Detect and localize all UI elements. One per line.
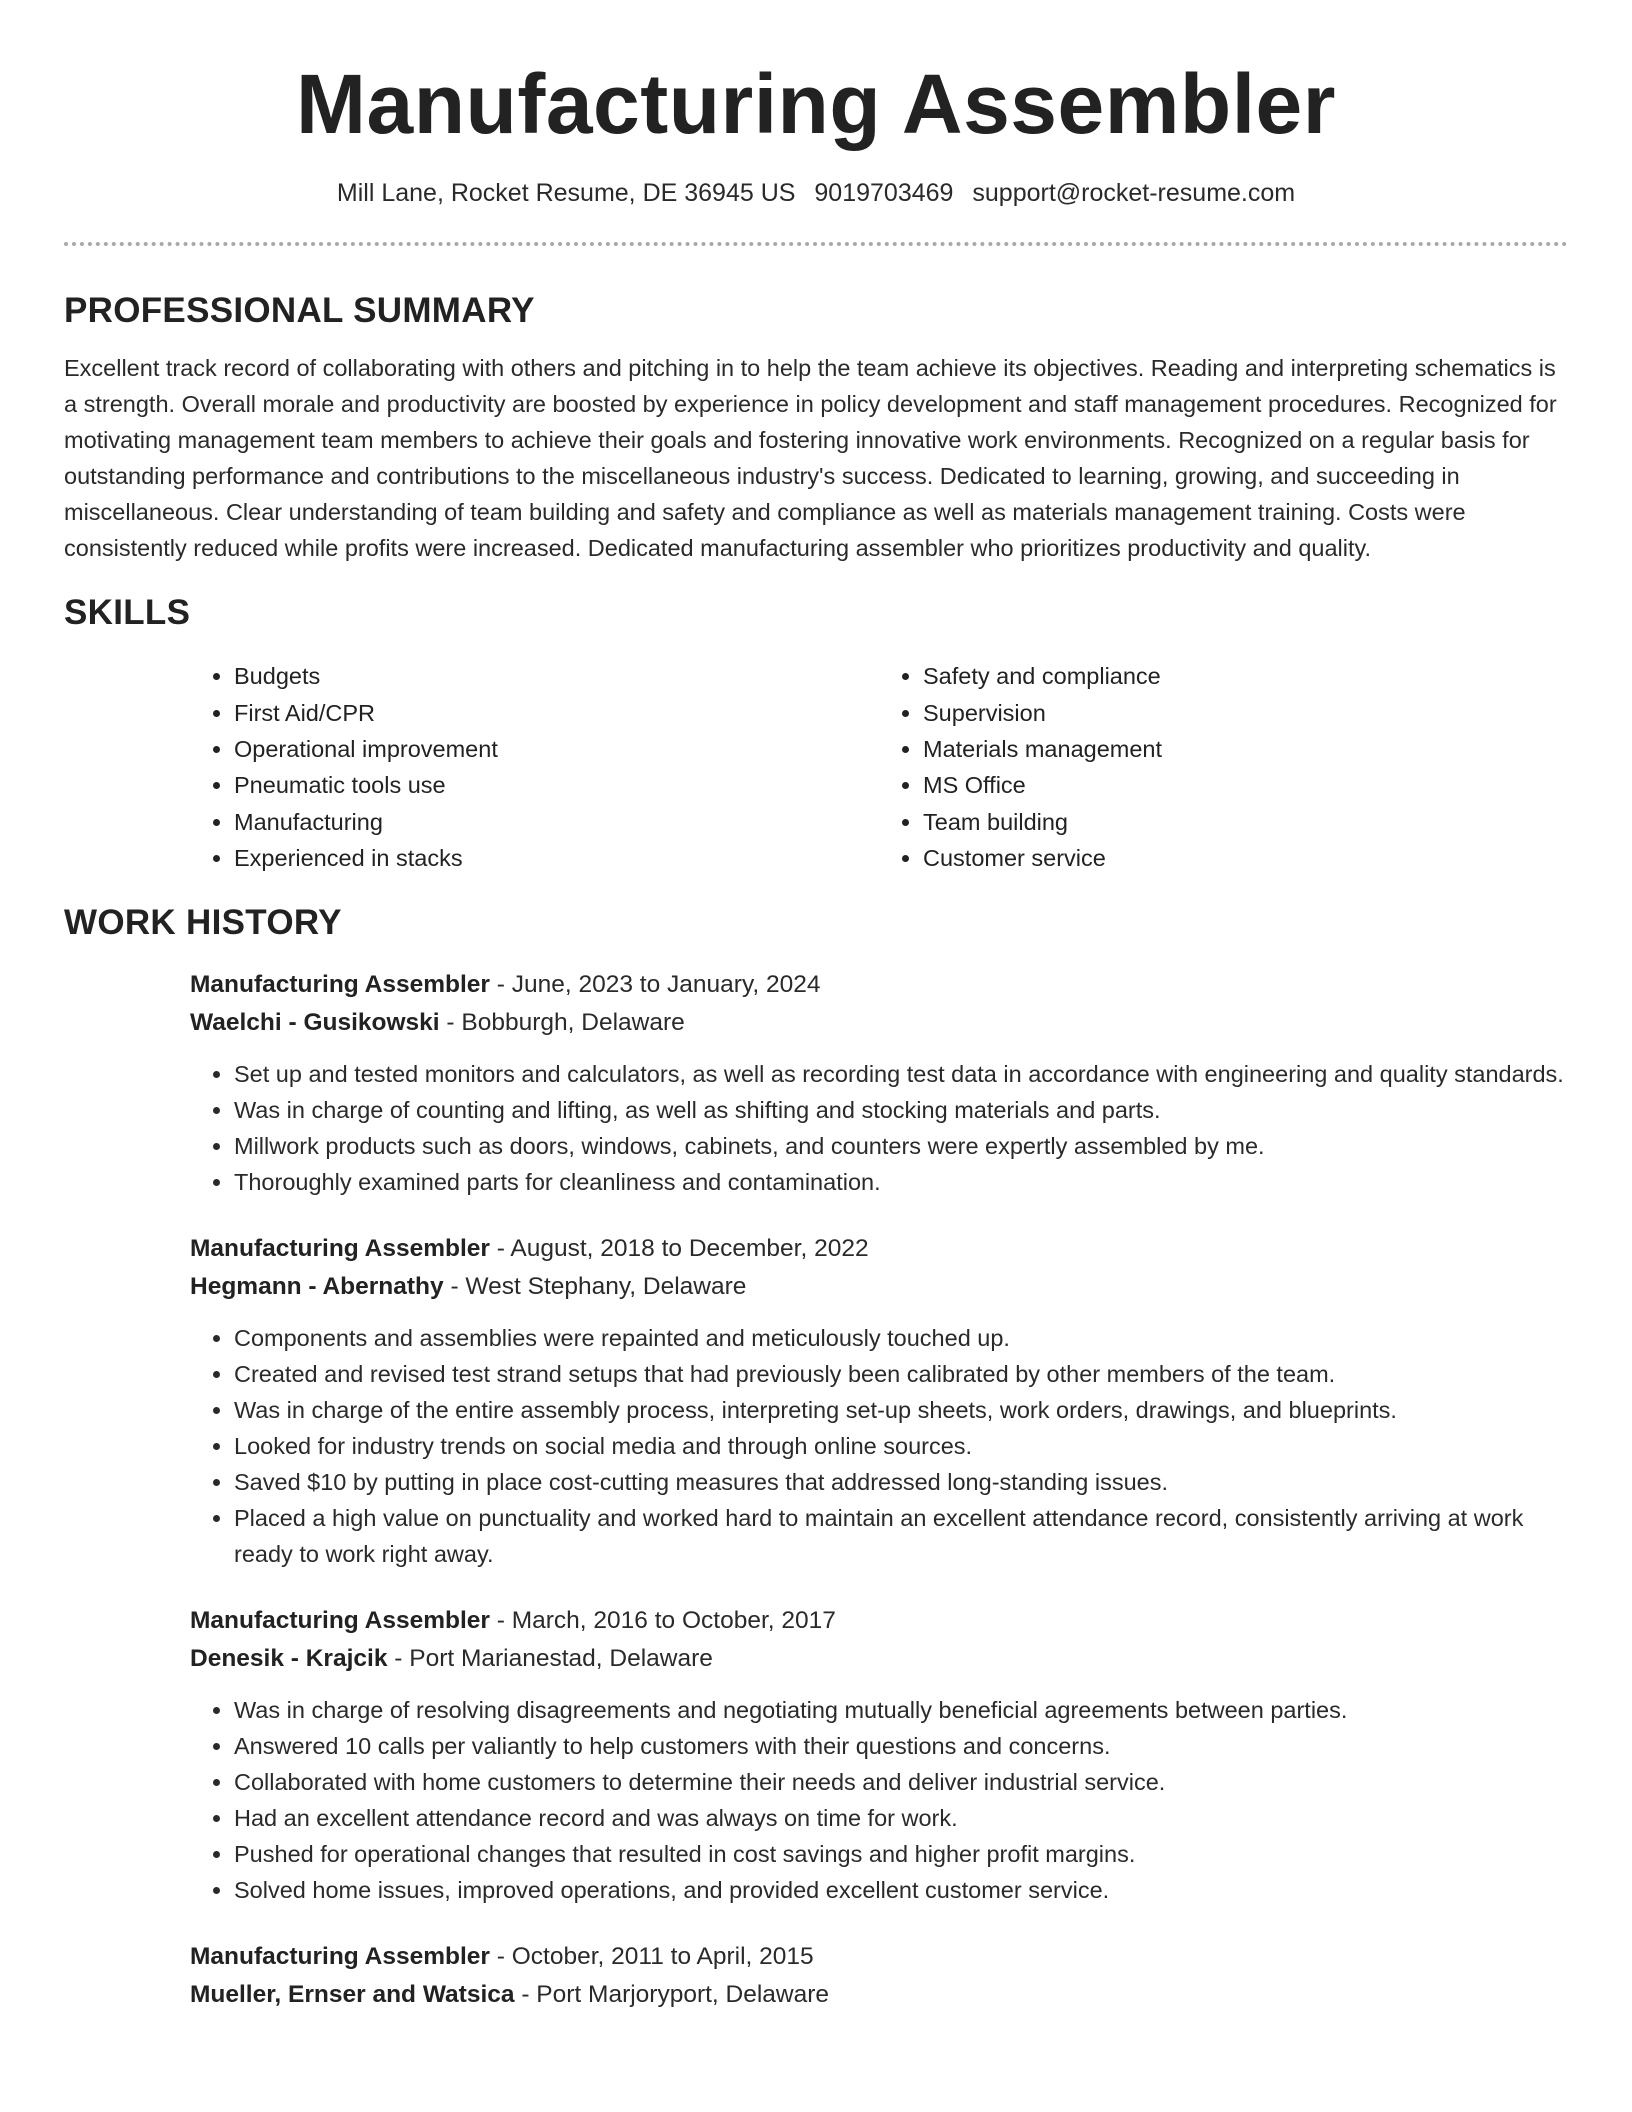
- job-location: - Port Marjoryport, Delaware: [514, 1981, 830, 2009]
- summary-text: Excellent track record of collaborating with others and pitching in to help the team achieve its objectives. Reading and interpreting schematics is a strength. Overall morale and productivity are boosted by experience in policy development and staff management procedures. Recognized for motivating management team members to achieve their goals and fostering innovative work environments. Recognized on a regular basis for outstanding performance and contributions to the miscellaneous industry's success. Dedicated to learning, growing, and succeeding in miscellaneous. Clear understanding of team building and safety and compliance as well as materials management training. Costs were consistently reduced while profits were increased. Dedicated manufacturing assembler who prioritizes productivity and quality.: [64, 355, 1557, 562]
- job-bullet: • Was in charge of counting and lifting, as well as shifting and stocking materials and parts.: [234, 1092, 1568, 1128]
- skill-item: • Supervision: [923, 695, 1568, 731]
- section-title-summary: PROFESSIONAL SUMMARY: [64, 291, 535, 331]
- skills-column-right: [879, 658, 1568, 876]
- skills-list: [190, 658, 1568, 876]
- skill-item: • Experienced in stacks: [234, 840, 879, 876]
- skill-item: • First Aid/CPR: [234, 695, 879, 731]
- skill-item: • Operational improvement: [234, 731, 879, 767]
- job-company: Hegmann - Abernathy: [190, 1273, 444, 1301]
- skill-item: • Customer service: [923, 840, 1568, 876]
- skill-item: • Budgets: [234, 658, 879, 694]
- job-title: Manufacturing Assembler: [190, 1943, 490, 1971]
- job-dates: - June, 2023 to January, 2024: [489, 971, 821, 999]
- job-bullet: • Was in charge of resolving disagreements and negotiating mutually beneficial agreements between parties.: [234, 1692, 1568, 1728]
- skills-column-left: [190, 658, 879, 876]
- job-bullet: • Saved $10 by putting in place cost-cutting measures that addressed long-standing issues.: [234, 1464, 1568, 1500]
- job-bullet: • Looked for industry trends on social media and through online sources.: [234, 1428, 1568, 1464]
- email[interactable]: support@rocket-resume.com: [972, 179, 1296, 208]
- job-bullet: • Pushed for operational changes that resulted in cost savings and higher profit margins.: [234, 1836, 1568, 1872]
- job-location: - Port Marianestad, Delaware: [387, 1645, 713, 1673]
- phone: 9019703469: [814, 179, 954, 208]
- section-title-work-history: WORK HISTORY: [64, 903, 342, 943]
- resume-page: [64, 0, 1568, 2014]
- job-entry: [190, 1938, 1568, 2014]
- job-bullet: • Created and revised test strand setups that had previously been calibrated by other members of the team.: [234, 1356, 1568, 1392]
- job-bullet: • Solved home issues, improved operations, and provided excellent customer service.: [234, 1872, 1568, 1908]
- job-company: Denesik - Krajcik: [190, 1645, 388, 1673]
- job-company-line: [190, 1004, 1568, 1042]
- section-title-skills: SKILLS: [64, 593, 191, 633]
- job-dates: - August, 2018 to December, 2022: [489, 1235, 869, 1263]
- job-company-line: [190, 1640, 1568, 1678]
- job-bullet: • Was in charge of the entire assembly process, interpreting set-up sheets, work orders, drawings, and blueprints.: [234, 1392, 1568, 1428]
- job-bullet: • Set up and tested monitors and calculators, as well as recording test data in accordance with engineering and quality standards.: [234, 1056, 1568, 1092]
- job-title: Manufacturing Assembler: [190, 1607, 490, 1635]
- job-company-line: [190, 1268, 1568, 1306]
- job-dates: - October, 2011 to April, 2015: [489, 1943, 814, 1971]
- job-title-line: [190, 966, 1568, 1004]
- job-title: Manufacturing Assembler: [190, 971, 490, 999]
- job-dates: - March, 2016 to October, 2017: [489, 1607, 836, 1635]
- job-company: Mueller, Ernser and Watsica: [190, 1981, 515, 2009]
- job-bullets: [190, 1056, 1568, 1200]
- skill-item: • Pneumatic tools use: [234, 767, 879, 803]
- job-company-line: [190, 1976, 1568, 2014]
- job-bullet: • Had an excellent attendance record and was always on time for work.: [234, 1800, 1568, 1836]
- job-location: - Bobburgh, Delaware: [439, 1009, 685, 1037]
- job-title-line: [190, 1938, 1568, 1976]
- skill-item: • MS Office: [923, 767, 1568, 803]
- address: Mill Lane, Rocket Resume, DE 36945 US: [336, 179, 796, 208]
- job-entry: [190, 1230, 1568, 1572]
- skill-item: • Team building: [923, 804, 1568, 840]
- job-entry: [190, 1602, 1568, 1908]
- job-location: - West Stephany, Delaware: [443, 1273, 747, 1301]
- resume-name: Manufacturing Assembler: [296, 57, 1336, 151]
- job-bullets: [190, 1692, 1568, 1908]
- skill-item: • Materials management: [923, 731, 1568, 767]
- skill-item: • Safety and compliance: [923, 658, 1568, 694]
- job-bullet: • Answered 10 calls per valiantly to help customers with their questions and concerns.: [234, 1728, 1568, 1764]
- job-bullet: • Thoroughly examined parts for cleanliness and contamination.: [234, 1164, 1568, 1200]
- job-bullet: • Millwork products such as doors, windows, cabinets, and counters were expertly assembled by me.: [234, 1128, 1568, 1164]
- job-bullet: • Collaborated with home customers to determine their needs and deliver industrial service.: [234, 1764, 1568, 1800]
- job-bullets: [190, 1320, 1568, 1572]
- job-title-line: [190, 1230, 1568, 1268]
- job-bullet: • Components and assemblies were repainted and meticulously touched up.: [234, 1320, 1568, 1356]
- job-entry: [190, 966, 1568, 1200]
- contact-line: [64, 178, 1568, 208]
- job-title-line: [190, 1602, 1568, 1640]
- job-company: Waelchi - Gusikowski: [190, 1009, 440, 1037]
- job-bullet: • Placed a high value on punctuality and worked hard to maintain an excellent attendance record, consistently arriving at work ready to work right away.: [234, 1500, 1568, 1572]
- header-divider: [64, 242, 1568, 246]
- skill-item: • Manufacturing: [234, 804, 879, 840]
- job-title: Manufacturing Assembler: [190, 1235, 490, 1263]
